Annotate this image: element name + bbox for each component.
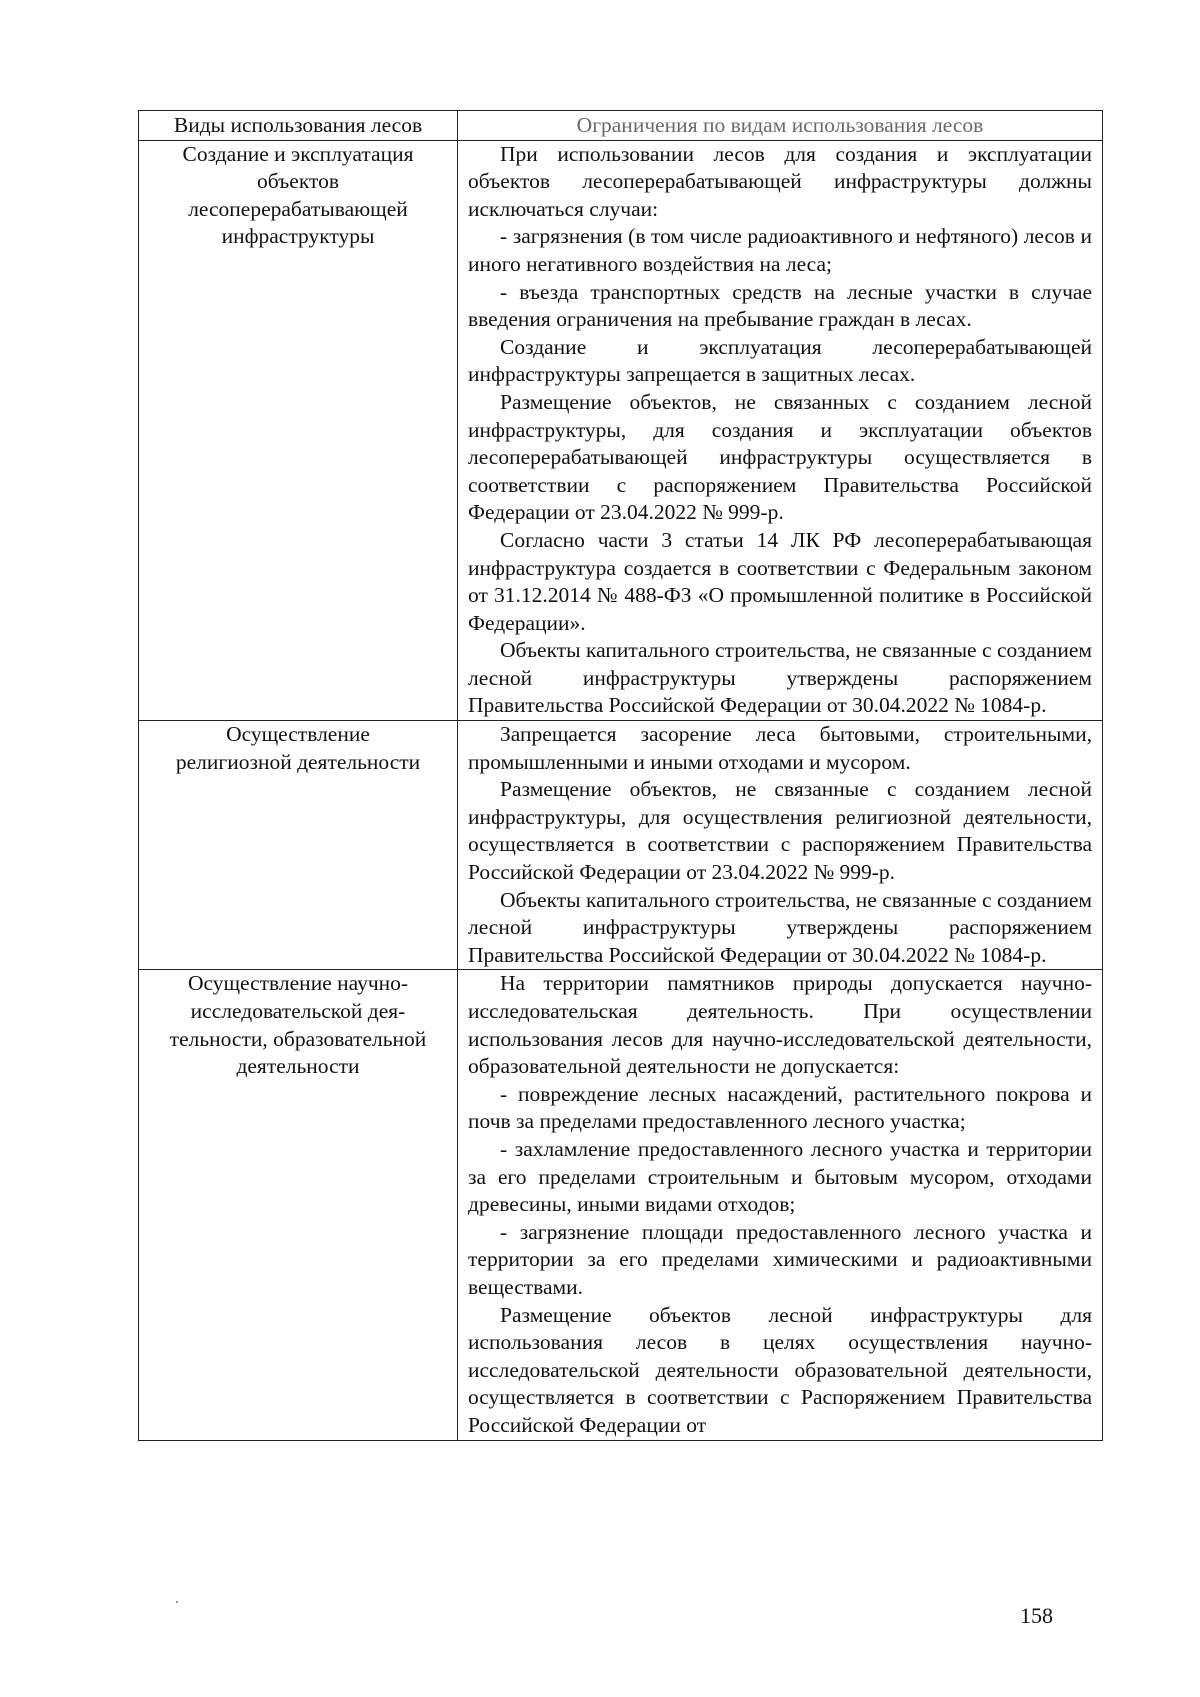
restriction-paragraph: - захламление предоставленного лесного участка и территории за его пределами строительным и бытовым мусором, отходами древесины, иными видами отходов; [468,1136,1092,1217]
restriction-paragraph: - загрязнение площади предоставленного лесного участка и территории за его пределами химическими и радиоактивными веществами. [468,1219,1092,1299]
use-type-line: деятельности [236,1054,360,1079]
table-row [139,140,1103,720]
restrictions-cell [458,721,1103,970]
use-type-cell [139,140,458,720]
scan-speck [176,1601,178,1603]
use-type-line: религиозной деятельности [175,749,421,774]
table-header-row [139,111,1103,141]
restriction-paragraph: Запрещается засорение леса бытовыми, строительными, промышленными и иными отходами и мусором. [468,722,1092,774]
use-type-cell [139,721,458,970]
use-type-line: объектов [257,169,339,194]
use-type-line: тельности, образовательной [169,1026,427,1051]
restriction-paragraph: Объекты капитального строительства, не связанные с созданием лесной инфраструктуры утверждены распоряжением Правительства Российской Федерации от 30.04.2022 № 1084-р. [468,638,1092,718]
use-type-line: Создание и эксплуатация [182,141,414,166]
forest-use-restrictions-table [138,110,1103,1441]
restriction-paragraph: На территории памятников природы допускается научно-исследовательская деятельность. При осуществлении использования лесов для научно-исследовательской деятельности, образовательной деятельности не допускается: [468,971,1092,1079]
restrictions-cell [458,970,1103,1440]
header-restrictions: Ограничения по видам использования лесов [458,111,1103,141]
restriction-paragraph: Размещение объектов, не связанных с созданием лесной инфраструктуры, для создания и эксплуатации объектов лесоперерабатывающей инфраструктуры осуществляется в соответствии с распоряжением Правительства Российской Федерации от 23.04.2022 № 999-р. [468,389,1092,525]
restrictions-cell [458,140,1103,720]
restriction-paragraph: Создание и эксплуатация лесоперерабатывающей инфраструктуры запрещается в защитных лесах. [468,334,1092,387]
table-row [139,970,1103,1440]
use-type-cell [139,970,458,1440]
use-type-line: Осуществление [226,722,370,747]
page-number: 158 [1020,1603,1053,1628]
restriction-paragraph: Объекты капитального строительства, не связанные с созданием лесной инфраструктуры утверждены распоряжением Правительства Российской Федерации от 30.04.2022 № 1084-р. [468,887,1092,967]
restriction-paragraph: - въезда транспортных средств на лесные участки в случае введения ограничения на пребывание граждан в лесах. [468,279,1092,332]
restriction-paragraph: - загрязнения (в том числе радиоактивного и нефтяного) лесов и иного негативного воздействия на леса; [468,224,1092,276]
use-type-line: лесоперерабатывающей [188,196,408,221]
header-use-types: Виды использования лесов [139,111,458,141]
use-type-line: инфраструктуры [221,224,375,249]
use-type-line: исследовательской дея- [190,999,406,1023]
restriction-paragraph: Размещение объектов, не связанные с созданием лесной инфраструктуры, для осуществления религиозной деятельности, осуществляется в соответствии с распоряжением Правительства Российской Федерации от 23.04.2022 № 999-р. [468,777,1092,885]
restriction-paragraph: - повреждение лесных насаждений, растительного покрова и почв за пределами предоставленного лесного участка; [468,1081,1092,1134]
use-type-line: Осуществление научно- [187,971,409,996]
restriction-paragraph: Согласно части 3 статьи 14 ЛК РФ лесоперерабатывающая инфраструктура создается в соответствии с Федеральным законом от 31.12.2014 № 488-ФЗ «О промышленной политике в Российской Федерации». [468,527,1092,635]
restriction-paragraph: Размещение объектов лесной инфраструктуры для использования лесов в целях осуществления научно-исследовательской деятельности образовательной деятельности, осуществляется в соответствии с Распоряжением Правительства Российской Федерации от [468,1302,1092,1437]
restriction-paragraph: При использовании лесов для создания и эксплуатации объектов лесоперерабатывающей инфраструктуры должны исключаться случаи: [468,141,1092,221]
table-row [139,721,1103,970]
